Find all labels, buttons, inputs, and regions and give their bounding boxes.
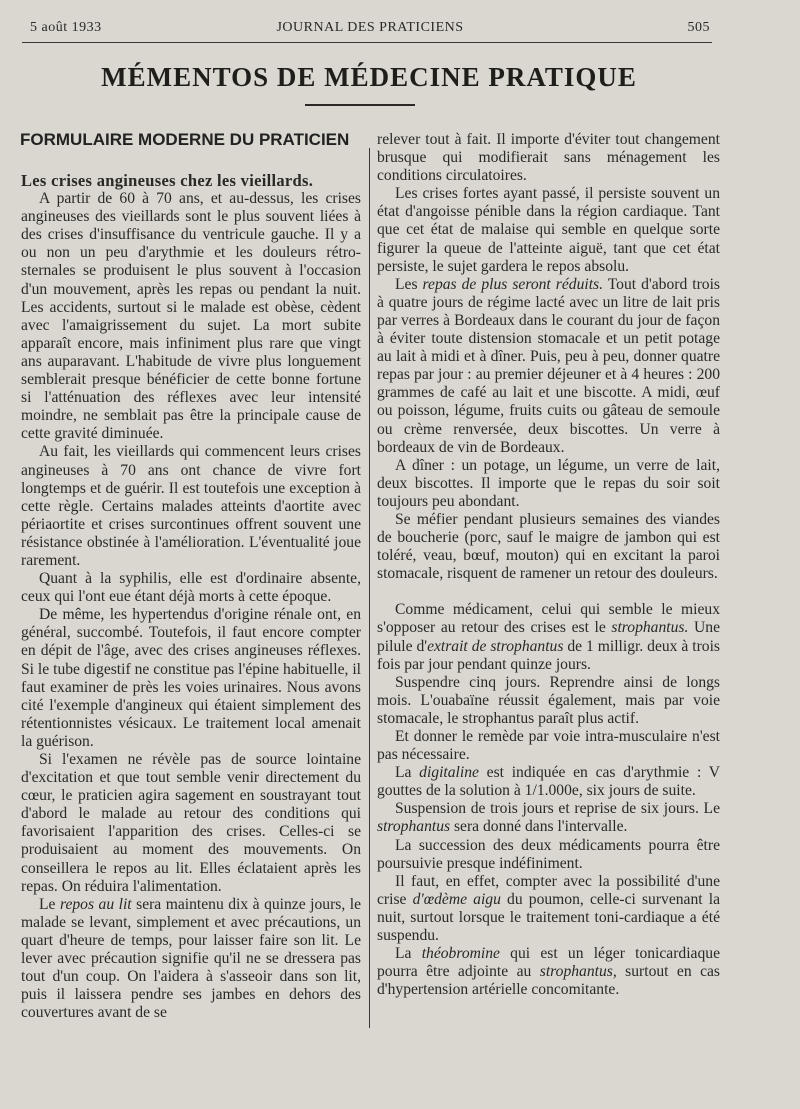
paragraph: La succession des deux médicaments pourra être poursuivie presque indéfiniment. — [377, 836, 720, 872]
right-column — [377, 131, 720, 999]
paragraph: Suspendre cinq jours. Reprendre ainsi de longs mois. L'ouabaïne réussit également, mais par voie stomacale, le strophantus paraît plus actif. — [377, 673, 720, 727]
paragraph: A dîner : un potage, un légume, un verre de lait, deux biscottes. Il importe que le repas du soir soit toujours peu abondant. — [377, 456, 720, 510]
paragraph: La digitaline est indiquée en cas d'arythmie : V gouttes de la solution à 1/1.000e, six jours de suite. — [377, 764, 720, 800]
paragraph: Le repos au lit sera maintenu dix à quinze jours, le malade se levant, simplement et avec précautions, un quart d'heure de temps, pour laisser faire son lit. Le lever avec précaution signifie qu'il ne se dressera pas tout d'un coup. On l'aidera à s'asseoir dans son lit, puis il laissera pendre ses jambes en dehors des couvertures avant de se — [21, 895, 361, 1022]
running-header — [30, 20, 710, 40]
paragraph: Quant à la syphilis, elle est d'ordinaire absente, ceux qui l'ont eue étant déjà morts à cette époque. — [21, 570, 361, 606]
paragraph: De même, les hypertendus d'origine rénale ont, en général, succombé. Toutefois, il faut encore compter en dépit de l'âge, avec des crises angineuses réflexes. Si le tube digestif ne constitue pas l'épine habituelle, il faut examiner de près les voies urinaires. Nous avons cité l'exemple d'angineux qui étaient simplement des rétentionnistes vésicaux. Le traitement local amenait la guérison. — [21, 606, 361, 750]
article-title: Les crises angineuses chez les vieillards. — [21, 171, 314, 190]
paragraph: Les crises fortes ayant passé, il persiste souvent un état d'angoisse pénible dans la région cardiaque. Tant que cet état de malaise qui semble en quelque sorte figurer la queue de l'atteinte aiguë, tant que cet état persiste, le sujet gardera le repos absolu. — [377, 185, 720, 275]
header-journal-name: JOURNAL DES PRATICIENS — [276, 20, 464, 35]
section-title: FORMULAIRE MODERNE DU PRATICIEN — [20, 130, 350, 149]
paragraph: Se méfier pendant plusieurs semaines des viandes de boucherie (porc, sauf le maigre de jambon qui est toléré, veau, bœuf, mouton) qui en excitant la paroi stomacale, risquent de ramener un retour des douleurs. — [377, 510, 720, 583]
paragraph: Il faut, en effet, compter avec la possibilité d'une crise d'œdème aigu du poumon, celle-ci survenant la nuit, surtout lorsque le traitement toni-cardiaque a été suspendu. — [377, 872, 720, 945]
header-page-number: 505 — [687, 20, 710, 35]
paragraph: Suspension de trois jours et reprise de six jours. Le strophantus sera donné dans l'intervalle. — [377, 800, 720, 836]
title-underline — [305, 104, 415, 106]
paragraph: Comme médicament, celui qui semble le mieux s'opposer au retour des crises est le strophantus. Une pilule d'extrait de strophantus de 1 milligr. deux à trois fois par jour pendant quinze jours. — [377, 601, 720, 673]
header-rule — [22, 42, 712, 43]
paragraph: Les repas de plus seront réduits. Tout d'abord trois à quatre jours de régime lacté avec un litre de lait pris par verres à Bordeaux dans le courant du jour de façon à éviter toute distension stomacale et un petit potage au lait à midi et à dîner. Puis, peu à peu, donner quatre repas par jour : au premier déjeuner et à 4 heures : 200 grammes de café au lait et une biscotte. A midi, œuf ou poisson, légume, fruits cuits ou gâteau de semoule ou crème renversée, deux biscottes. Un verre à bordeaux de vin de Bordeaux. — [377, 275, 720, 456]
header-date: 5 août 1933 — [30, 20, 102, 35]
paragraph: Au fait, les vieillards qui commencent leurs crises angineuses à 70 ans ont chance de vivre fort longtemps et de guérir. Il est toutefois une exception à cette règle. Certains malades atteints d'aortite avec périaortite et crises surcontinues offrent souvent une résistance obstinée à l'amélioration. L'éventualité joue rarement. — [21, 443, 361, 569]
paragraph: La théobromine qui est un léger tonicardiaque pourra être adjointe au strophantus, surtout en cas d'hypertension artérielle concomitante. — [377, 945, 720, 999]
paragraph: Si l'examen ne révèle pas de source lointaine d'excitation et que tout semble venir directement du cœur, le praticien agira sagement en soustrayant tout d'abord le malade au retour des conditions qui favorisaient l'apparition des crises. Celles-ci se produisaient au moment des mouvements. On conseillera le repos au lit. Elles éclataient après les repas. On réduira l'alimentation. — [21, 751, 361, 895]
column-divider — [369, 148, 370, 1028]
page-title: MÉMENTOS DE MÉDECINE PRATIQUE — [101, 62, 637, 92]
paragraph: relever tout à fait. Il importe d'éviter tout changement brusque qui modifierait sans ménagement les conditions circulatoires. — [377, 131, 720, 185]
left-column — [21, 172, 361, 1022]
paragraph: Et donner le remède par voie intra-musculaire n'est pas nécessaire. — [377, 728, 720, 764]
paragraph: A partir de 60 à 70 ans, et au-dessus, les crises angineuses des vieillards sont le plus souvent liées à des crises d'insuffisance du ventricule gauche. Il y a ou non un peu d'arythmie et les douleurs rétro-sternales se produisent le plus souvent à l'occasion d'un mouvement, après les repas ou pendant la nuit. Les accidents, surtout si le malade est obèse, cèdent avec l'amaigrissement du sujet. La mort subite apparaît encore, mais infiniment plus rare que vingt ans auparavant. L'habitude de vivre plus longuement semblerait presque bénéficier de cette bonne fortune si l'atténuation des réflexes avec leur intensité moindre, ne semblait pas être la principale cause de cette gravité diminuée. — [21, 190, 361, 443]
